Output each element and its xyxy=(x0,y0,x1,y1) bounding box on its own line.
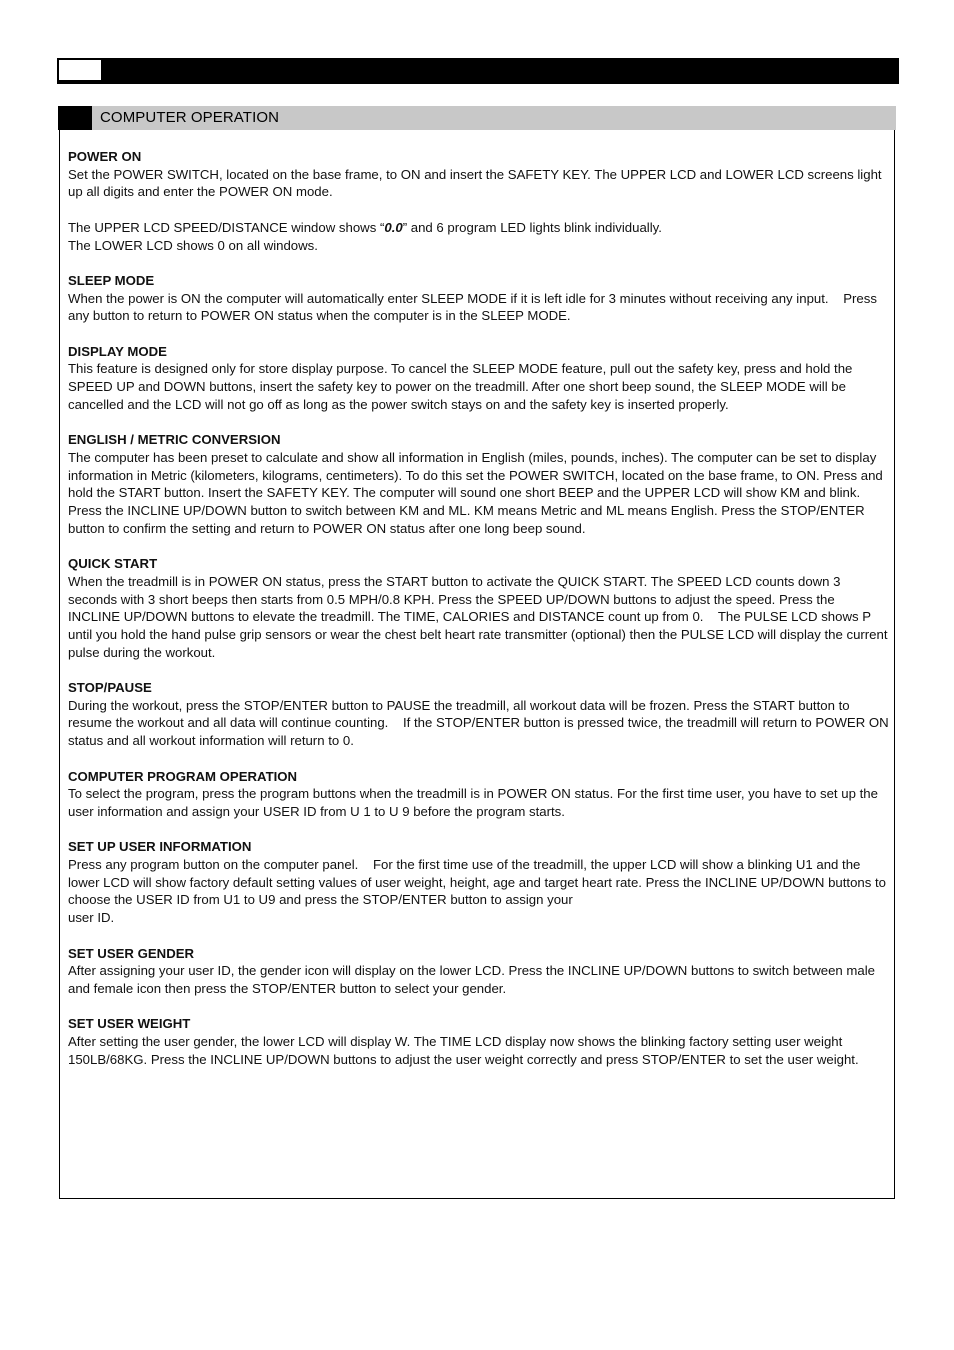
paragraph: The UPPER LCD SPEED/DISTANCE window shows “0.0” and 6 program LED lights blink individually. xyxy=(68,219,662,235)
section-heading: QUICK START xyxy=(68,556,158,572)
section-user-information xyxy=(68,838,890,927)
section-heading: SLEEP MODE xyxy=(68,272,155,288)
paragraph: user ID. xyxy=(68,910,115,926)
section-user-gender xyxy=(68,945,890,998)
section-heading: DISPLAY MODE xyxy=(68,343,167,359)
paragraph: The LOWER LCD shows 0 on all windows. xyxy=(68,237,318,253)
section-heading: STOP/PAUSE xyxy=(68,680,152,695)
paragraph: The computer has been preset to calculate and show all information in English (miles, pounds, inches). The computer can be set to display information in Metric (kilometers, kilograms, centimeters). To do this set the POWER SWITCH, located on the base frame, to ON. Press and hold the START button. Insert the SAFETY KEY. The computer will sound one short BEEP and the UPPER LCD will show KM and blink. Press the INCLINE UP/DOWN button to switch between KM and ML. KM means Metric and ML means English. Press the STOP/ENTER button to confirm the setting and return to POWER ON status after one long beep sound. xyxy=(68,449,883,536)
paragraph: When the treadmill is in POWER ON status, press the START button to activate the QUICK START. The SPEED LCD counts down 3 seconds with 3 short beeps then starts from 0.5 MPH/0.8 KPH. Press the SPEED UP/DOWN buttons to adjust the speed. Press the INCLINE UP/DOWN buttons to elevate the treadmill. The TIME, CALORIES and DISTANCE count up from 0. The PULSE LCD shows P until you hold the hand pulse grip sensors or wear the chest belt heart rate transmitter (optional) then the PULSE LCD will display the current pulse during the workout. xyxy=(68,573,888,660)
paragraph: To select the program, press the program buttons when the treadmill is in POWER ON status. For the first time user, you have to set up the user information and assign your USER ID from U 1 to U 9 before the program starts. xyxy=(68,786,878,819)
content-body xyxy=(68,148,890,1086)
section-title: COMPUTER OPERATION xyxy=(100,109,280,126)
section-heading: COMPUTER PROGRAM OPERATION xyxy=(68,768,298,784)
section-stop-pause xyxy=(68,679,890,750)
paragraph: When the power is ON the computer will automatically enter SLEEP MODE if it is left idle for 3 minutes without receiving any input. Press any button to return to POWER ON status when the computer is in the SLEEP MODE. xyxy=(68,290,877,324)
section-program-operation xyxy=(68,768,890,821)
section-power-on xyxy=(68,148,890,254)
paragraph: This feature is designed only for store display purpose. To cancel the SLEEP MODE feature, pull out the safety key, press and hold the SPEED UP and DOWN buttons, insert the safety key to power on the treadmill. After one short beep sound, the SLEEP MODE will be cancelled and the LCD will not go off as long as the power switch stays on and the safety key is inserted properly. xyxy=(68,361,853,412)
section-header-marker xyxy=(58,106,92,130)
section-quick-start xyxy=(68,555,890,661)
section-heading: POWER ON xyxy=(68,149,142,164)
section-heading: SET USER WEIGHT xyxy=(68,1016,191,1032)
paragraph: During the workout, press the STOP/ENTER button to PAUSE the treadmill, all workout data will be frozen. Press the START button to resume the workout and all data will continue counting. If the STOP/ENTER button is pressed twice, the treadmill will return to POWER ON status and all workout information will return to 0. xyxy=(68,697,889,749)
paragraph: After setting the user gender, the lower LCD will display W. The TIME LCD display now shows the blinking factory setting user weight 150LB/68KG. Press the INCLINE UP/DOWN buttons to adjust the user weight correctly and press STOP/ENTER to set the user weight. xyxy=(68,1034,859,1067)
section-heading: SET UP USER INFORMATION xyxy=(68,839,252,855)
paragraph: After assigning your user ID, the gender icon will display on the lower LCD. Press the INCLINE UP/DOWN buttons to switch between male and female icon then press the STOP/ENTER button to select your gender. xyxy=(68,963,875,996)
section-english-metric xyxy=(68,431,890,537)
content-box xyxy=(59,130,895,1199)
section-heading: ENGLISH / METRIC CONVERSION xyxy=(68,432,281,448)
section-heading: SET USER GENDER xyxy=(68,945,195,961)
paragraph: Press any program button on the computer panel. For the first time use of the treadmill, the upper LCD will show a blinking U1 and the lower LCD will show factory default setting values of user weight, height, age and target heart rate. Press the INCLINE UP/DOWN buttons to choose the USER ID from U1 to U9 and press the STOP/ENTER button to assign your xyxy=(68,857,887,908)
section-sleep-mode xyxy=(68,272,890,325)
page-number-box xyxy=(59,60,101,80)
page-top-bar xyxy=(57,58,899,84)
paragraph: Set the POWER SWITCH, located on the base frame, to ON and insert the SAFETY KEY. The UPPER LCD and LOWER LCD screens light up all digits and enter the POWER ON mode. xyxy=(68,166,882,200)
section-header xyxy=(58,106,896,130)
section-user-weight xyxy=(68,1015,890,1068)
section-display-mode xyxy=(68,343,890,414)
